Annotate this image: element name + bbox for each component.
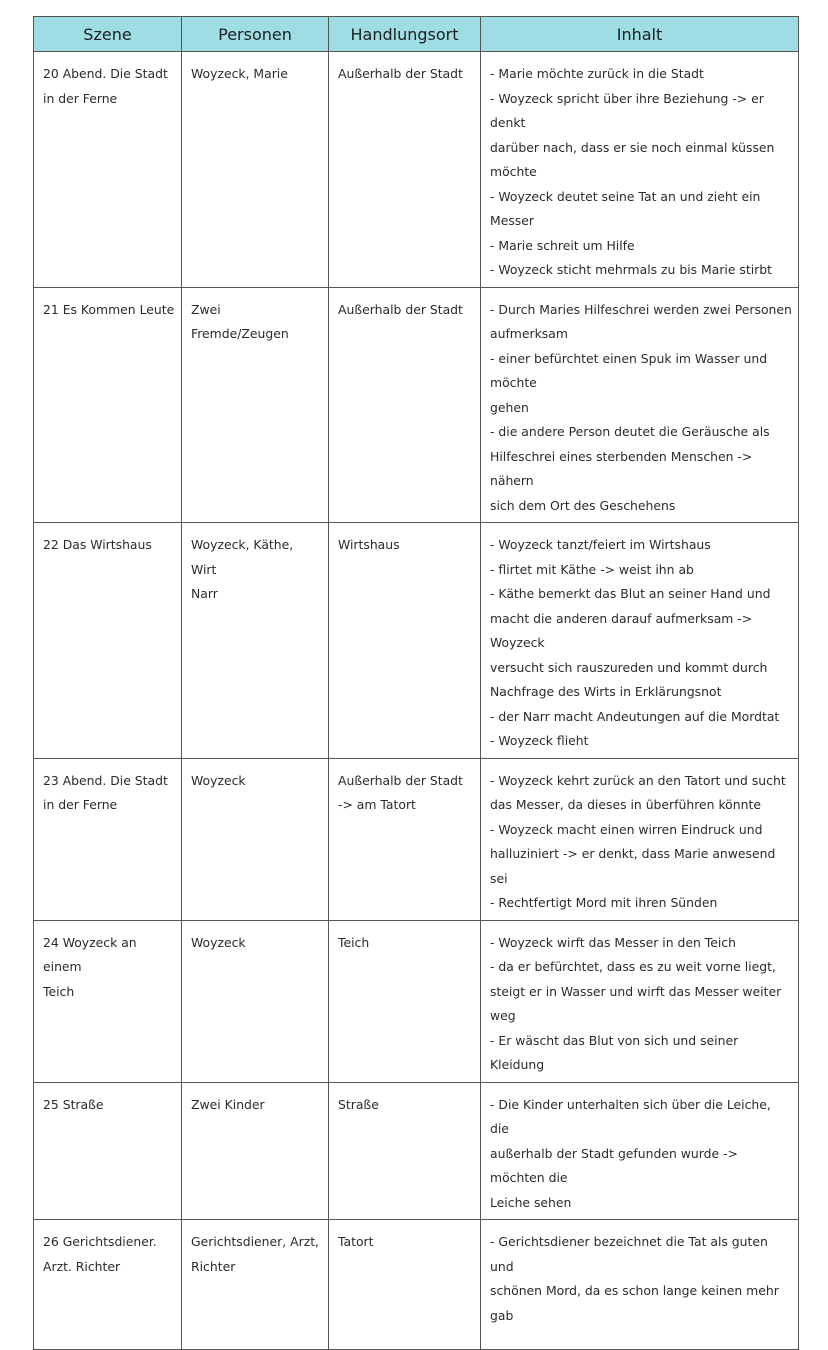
text-line: - Woyzeck flieht: [490, 733, 589, 748]
scene-cell: [34, 1220, 182, 1350]
scene-cell: [34, 1082, 182, 1220]
text-line: 20 Abend. Die Stadt: [43, 66, 168, 81]
location-cell: [329, 1220, 481, 1350]
text-line: in der Ferne: [43, 90, 118, 106]
header-inhalt: Inhalt: [481, 17, 799, 52]
persons-cell: [182, 758, 329, 920]
text-line: 24 Woyzeck an einem: [43, 934, 137, 974]
location-cell: [329, 1082, 481, 1220]
text-line: Straße: [338, 1096, 379, 1112]
text-line: Tatort: [338, 1234, 374, 1249]
text-line: Hilfeschrei eines sterbenden Menschen -> nähern: [490, 448, 753, 488]
text-line: 22 Das Wirtshaus: [43, 537, 152, 552]
header-personen: Personen: [182, 17, 329, 52]
text-line: - Gerichtsdiener bezeichnet die Tat als guten und: [490, 1234, 768, 1274]
persons-cell: [182, 52, 329, 288]
text-line: Woyzeck, Käthe, Wirt: [191, 537, 294, 577]
text-line: möchte: [490, 164, 537, 179]
text-line: - Woyzeck wirft das Messer in den Teich: [490, 934, 736, 950]
content-cell: [481, 758, 799, 920]
text-line: - einer befürchtet einen Spuk im Wasser und möchte: [490, 350, 768, 390]
text-line: - Marie schreit um Hilfe: [490, 237, 635, 253]
text-line: - da er befürchtet, dass es zu weit vorne liegt,: [490, 959, 776, 974]
text-line: Woyzeck, Marie: [191, 66, 288, 81]
table-row: [34, 52, 799, 288]
location-cell: [329, 523, 481, 759]
text-line: halluziniert -> er denkt, dass Marie anwesend sei: [490, 846, 776, 886]
scene-cell: [34, 758, 182, 920]
text-line: 25 Straße: [43, 1096, 104, 1112]
text-line: Woyzeck: [191, 772, 246, 788]
text-line: das Messer, da dieses in überführen könnte: [490, 797, 761, 812]
text-line: 23 Abend. Die Stadt: [43, 772, 168, 788]
text-line: - Woyzeck tanzt/feiert im Wirtshaus: [490, 537, 711, 552]
text-line: Leiche sehen: [490, 1194, 572, 1210]
scene-cell: [34, 523, 182, 759]
persons-cell: [182, 920, 329, 1082]
text-line: -> am Tatort: [338, 797, 416, 812]
text-line: Nachfrage des Wirts in Erklärungsnot: [490, 684, 722, 699]
text-line: versucht sich rauszureden und kommt durch: [490, 659, 768, 675]
text-line: steigt er in Wasser und wirft das Messer weiter: [490, 983, 782, 999]
text-line: schönen Mord, da es schon lange keinen mehr gab: [490, 1283, 779, 1323]
text-line: - Käthe bemerkt das Blut an seiner Hand und: [490, 586, 771, 601]
text-line: in der Ferne: [43, 797, 118, 812]
text-line: Teich: [43, 983, 75, 999]
text-line: sich dem Ort des Geschehens: [490, 497, 676, 513]
text-line: Zwei Kinder: [191, 1096, 265, 1112]
text-line: Narr: [191, 586, 218, 601]
text-line: - der Narr macht Andeutungen auf die Mordtat: [490, 708, 780, 724]
text-line: - die andere Person deutet die Geräusche als: [490, 424, 770, 439]
persons-cell: [182, 287, 329, 523]
text-line: außerhalb der Stadt gefunden wurde -> möchten die: [490, 1145, 738, 1185]
header-szene: Szene: [34, 17, 182, 52]
table-header: [34, 17, 799, 52]
location-cell: [329, 287, 481, 523]
text-line: Arzt. Richter: [43, 1258, 121, 1274]
text-line: Außerhalb der Stadt: [338, 301, 463, 317]
text-line: Richter: [191, 1258, 236, 1274]
text-line: Außerhalb der Stadt: [338, 66, 463, 81]
text-line: - Woyzeck deutet seine Tat an und zieht ein Messer: [490, 188, 761, 228]
text-line: 26 Gerichtsdiener.: [43, 1234, 157, 1249]
text-line: aufmerksam: [490, 326, 568, 341]
scene-overview-sheet: [33, 16, 798, 1350]
scene-cell: [34, 52, 182, 288]
table-row: [34, 1082, 799, 1220]
content-cell: [481, 52, 799, 288]
text-line: - Woyzeck spricht über ihre Beziehung -> er denkt: [490, 90, 764, 130]
text-line: weg: [490, 1008, 516, 1023]
text-line: - Woyzeck kehrt zurück an den Tatort und sucht: [490, 772, 786, 788]
persons-cell: [182, 1220, 329, 1350]
persons-cell: [182, 1082, 329, 1220]
location-cell: [329, 920, 481, 1082]
text-line: - Er wäscht das Blut von sich und seiner Kleidung: [490, 1032, 739, 1072]
content-cell: [481, 920, 799, 1082]
text-line: gehen: [490, 399, 529, 415]
text-line: - flirtet mit Käthe -> weist ihn ab: [490, 561, 694, 577]
text-line: - Rechtfertigt Mord mit ihren Sünden: [490, 895, 718, 910]
scene-cell: [34, 920, 182, 1082]
text-line: Wirtshaus: [338, 537, 400, 552]
location-cell: [329, 758, 481, 920]
text-line: - Die Kinder unterhalten sich über die Leiche, die: [490, 1096, 771, 1136]
location-cell: [329, 52, 481, 288]
header-handlungsort: Handlungsort: [329, 17, 481, 52]
text-line: macht die anderen darauf aufmerksam -> Woyzeck: [490, 610, 753, 650]
text-line: Außerhalb der Stadt: [338, 772, 463, 788]
text-line: Teich: [338, 934, 370, 950]
scene-cell: [34, 287, 182, 523]
text-line: - Durch Maries Hilfeschrei werden zwei Personen: [490, 301, 792, 317]
text-line: Zwei Fremde/Zeugen: [191, 301, 289, 341]
persons-cell: [182, 523, 329, 759]
table-row: [34, 287, 799, 523]
table-row: [34, 523, 799, 759]
table-row: [34, 920, 799, 1082]
text-line: Gerichtsdiener, Arzt,: [191, 1234, 319, 1249]
text-line: Woyzeck: [191, 934, 246, 950]
text-line: 21 Es Kommen Leute: [43, 301, 175, 317]
text-line: darüber nach, dass er sie noch einmal küssen: [490, 139, 775, 155]
content-cell: [481, 287, 799, 523]
content-cell: [481, 1082, 799, 1220]
table-row: [34, 758, 799, 920]
content-cell: [481, 523, 799, 759]
text-line: - Woyzeck sticht mehrmals zu bis Marie stirbt: [490, 262, 772, 277]
text-line: - Marie möchte zurück in die Stadt: [490, 66, 704, 81]
content-cell: [481, 1220, 799, 1350]
scene-table: [33, 16, 799, 1350]
table-row: [34, 1220, 799, 1350]
text-line: - Woyzeck macht einen wirren Eindruck und: [490, 821, 763, 837]
